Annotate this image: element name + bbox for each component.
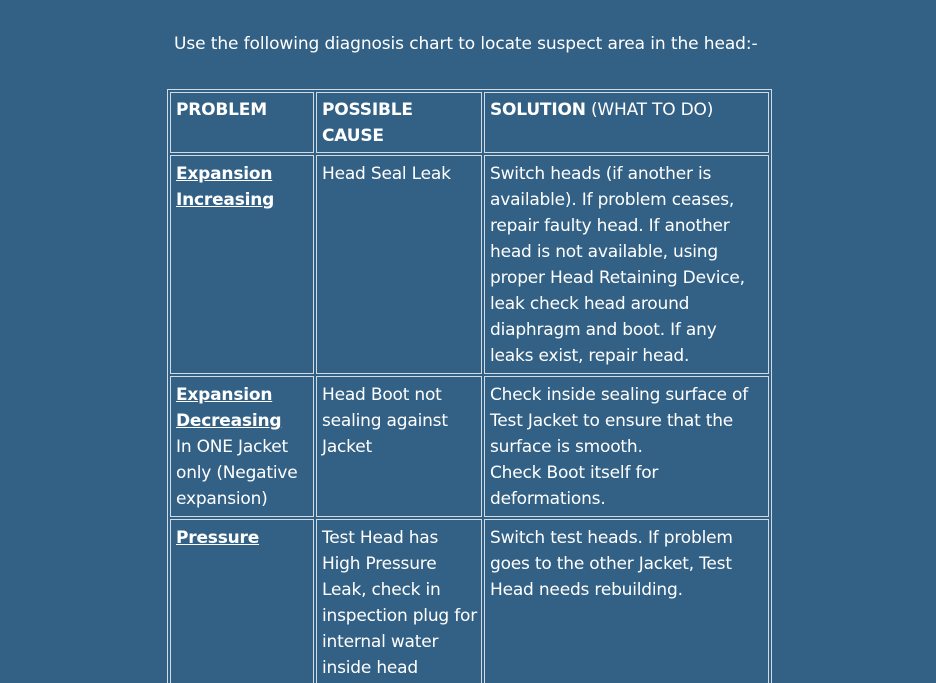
intro-text: Use the following diagnosis chart to locate suspect area in the head:- <box>174 34 758 54</box>
header-solution <box>484 92 769 153</box>
header-solution-label: SOLUTION <box>490 100 586 120</box>
table-header-row <box>170 92 769 153</box>
problem-cell <box>170 155 314 374</box>
solution-cell <box>484 155 769 374</box>
header-cause-label: POSSIBLE CAUSE <box>322 100 413 146</box>
problem-cell <box>170 519 314 683</box>
problem-detail: In ONE Jacket only (Negative expansion) <box>176 437 298 509</box>
cause-text: Head Seal Leak <box>322 164 451 184</box>
solution-text: Check inside sealing surface of Test Jacket to ensure that the surface is smooth. <box>490 385 748 457</box>
problem-cell <box>170 376 314 517</box>
diagnosis-table <box>167 89 772 683</box>
table-row <box>170 376 769 517</box>
header-problem <box>170 92 314 153</box>
header-cause <box>316 92 482 153</box>
solution-cell <box>484 519 769 683</box>
table-row <box>170 519 769 683</box>
cause-cell <box>316 376 482 517</box>
problem-title: Pressure <box>176 528 260 548</box>
cause-text: Head Boot not sealing against Jacket <box>322 385 448 457</box>
solution-text: Switch heads (if another is available). If problem ceases, repair faulty head. If another head is not available, using proper Head Retaining Device, leak check head around diaphragm and boot. If any leaks exist, repair head. <box>490 164 745 366</box>
solution-text: Switch test heads. If problem goes to the other Jacket, Test Head needs rebuilding. <box>490 528 733 600</box>
solution-text-extra: Check Boot itself for deformations. <box>490 463 659 509</box>
solution-cell <box>484 376 769 517</box>
table-row <box>170 155 769 374</box>
header-problem-label: PROBLEM <box>176 100 267 120</box>
header-solution-note: (WHAT TO DO) <box>585 100 714 120</box>
problem-title: Expansion Decreasing <box>176 385 282 431</box>
cause-text: Test Head has High Pressure Leak, check in inspection plug for internal water inside head <box>322 528 477 678</box>
cause-cell <box>316 155 482 374</box>
problem-title: Expansion Increasing <box>176 164 275 210</box>
cause-cell <box>316 519 482 683</box>
